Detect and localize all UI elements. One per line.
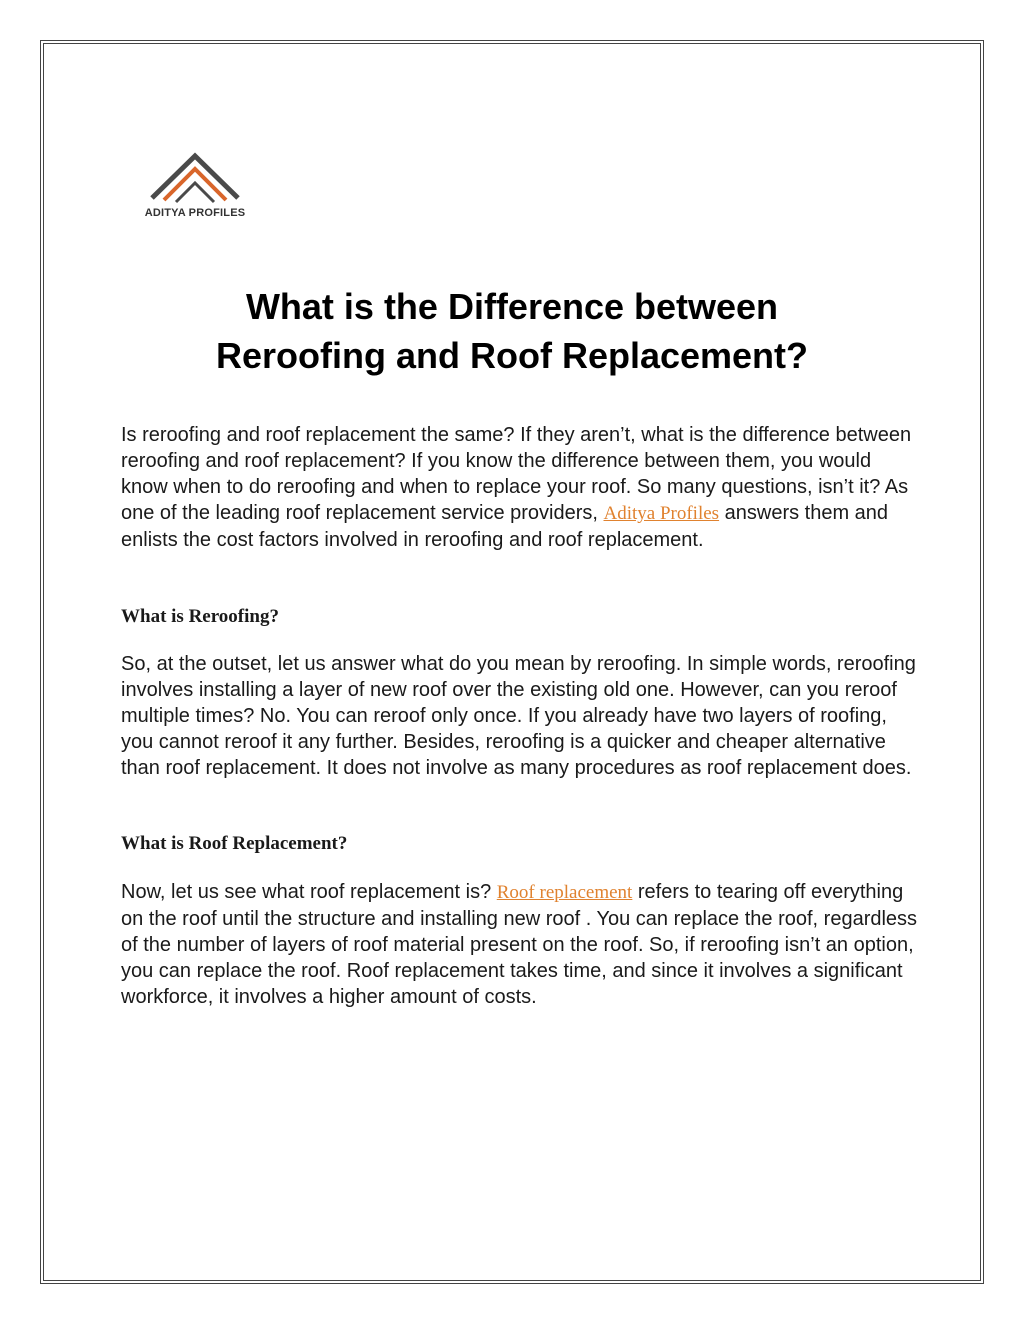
roof-replacement-heading: What is Roof Replacement?: [121, 833, 348, 854]
intro-text-before: Is reroofing and roof replacement the same? If they aren’t, what is the difference between reroofing and roof replacement? If you know the difference between them, you would know when to do reroofing and when to replace your roof. So many questions, isn’t it? As one of the leading roof replacement service providers,: [121, 424, 912, 524]
roof-replacement-paragraph: [121, 879, 921, 1010]
title-line-1: What is the Difference between: [245, 286, 779, 327]
replacement-text-before: Now, let us see what roof replacement is?: [121, 881, 497, 903]
roof-replacement-link[interactable]: Roof replacement: [496, 882, 633, 903]
logo-text: ADITYA PROFILES: [144, 207, 246, 219]
aditya-profiles-link[interactable]: Aditya Profiles: [603, 503, 720, 524]
replacement-text-after: refers to tearing off everything on the roof until the structure and installing new roof . You can replace the roof, regardless of the number of layers of roof material present on the roof. So, if reroofing isn’t an option, you can replace the roof. Roof replacement takes time, and since it involves a significant workforce, it involves a higher amount of costs.: [121, 881, 918, 1008]
title-line-2: Reroofing and Roof Replacement?: [215, 335, 809, 376]
page-title: [120, 282, 904, 380]
intro-paragraph: [121, 422, 921, 553]
aditya-profiles-logo: [140, 152, 250, 232]
roof-logo-icon: [150, 152, 240, 204]
intro-text-after: answers them and enlists the cost factors involved in reroofing and roof replacement.: [121, 502, 889, 551]
reroofing-paragraph: So, at the outset, let us answer what do you mean by reroofing. In simple words, reroofing involves installing a layer of new roof over the existing old one. However, can you reroof multiple times? No. You can reroof only once. If you already have two layers of roofing, you cannot reroof it any further. Besides, reroofing is a quicker and cheaper alternative than roof replacement. It does not involve as many procedures as roof replacement does.: [121, 653, 916, 779]
reroofing-heading: What is Reroofing?: [121, 606, 279, 627]
